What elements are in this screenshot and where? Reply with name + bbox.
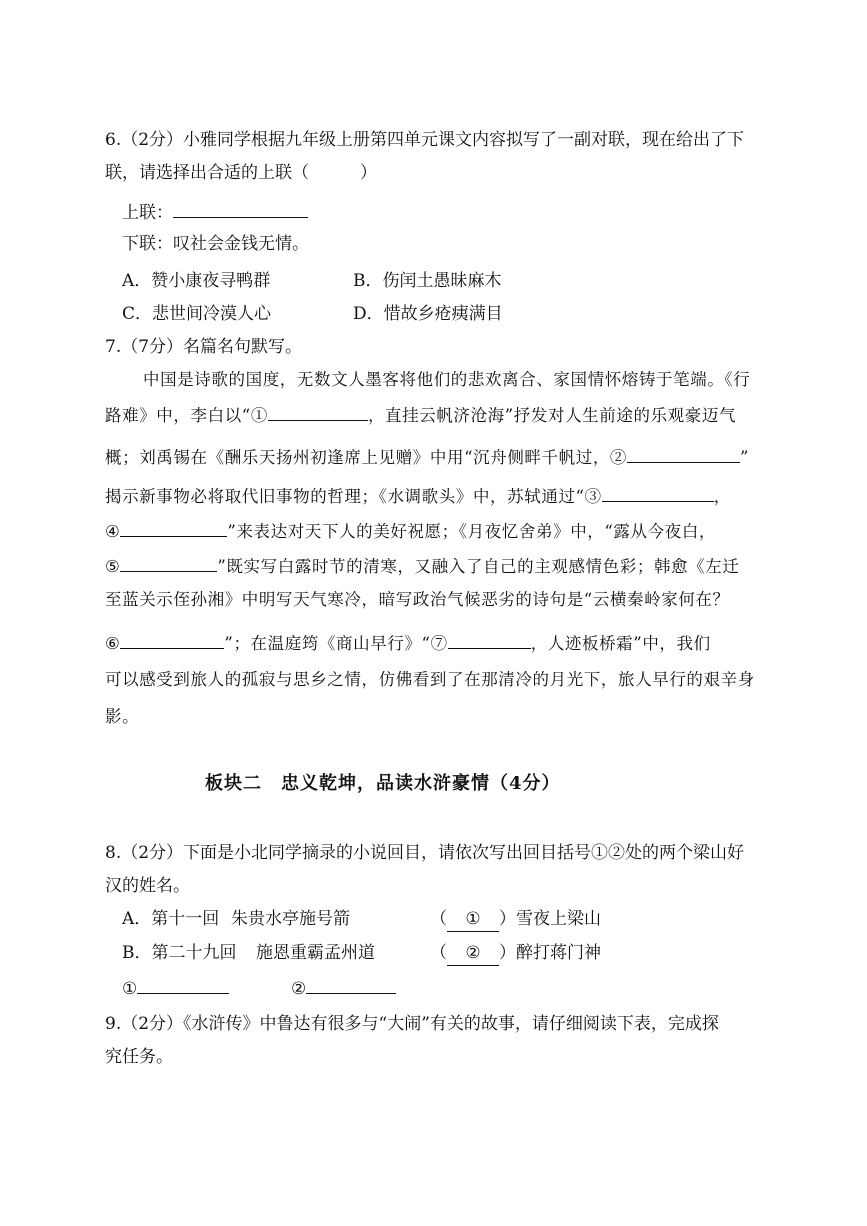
answer-1-blank[interactable] (137, 975, 229, 994)
q8-option-a-title: 朱贵水亭施号箭 (231, 909, 350, 929)
answer-1-label: ① (122, 979, 138, 999)
text: ， (713, 487, 731, 506)
q7-para-line-3 (105, 444, 749, 470)
q6-option-c[interactable]: C．悲世间冷漠人心 (122, 304, 272, 324)
text: 雪夜上梁山 (516, 909, 601, 929)
chapter-num: B．第二十九回 (122, 943, 237, 963)
chapter-num: A．第十一回 (122, 909, 220, 929)
blank-7[interactable] (448, 630, 531, 649)
blank-2[interactable] (627, 444, 740, 463)
q7-para-line-2 (105, 402, 736, 428)
blank-4[interactable] (120, 518, 227, 537)
q6-option-a[interactable]: A．赞小康夜寻鸭群 (122, 271, 271, 291)
blank-5[interactable] (120, 553, 217, 572)
text: ” (740, 448, 750, 467)
hero-blank-2[interactable]: ② (447, 941, 499, 966)
answer-2-label: ② (291, 979, 307, 999)
q8-option-b-blank[interactable]: （ ② ）醉打蒋门神 (430, 941, 601, 966)
q8-option-b-title: 施恩重霸孟州道 (256, 943, 375, 963)
text: ④ (105, 522, 121, 541)
q8-option-b (122, 941, 237, 965)
q8-option-a (122, 907, 219, 931)
blank-3[interactable] (602, 483, 714, 502)
text: 醉打蒋门神 (516, 943, 601, 963)
q6-option-b[interactable]: B．伤闰土愚昧麻木 (353, 271, 502, 291)
q7-para-line-4 (105, 483, 731, 509)
text: 概；刘禹锡在《酬乐天扬州初逢席上见赠》中用“沉舟侧畔千帆过，② (105, 448, 628, 467)
q7-para-line-7: 至蓝关示侄孙湘》中明写天气寒冷，暗写政治气候恶劣的诗句是“云横秦岭家何在？ (105, 590, 730, 609)
text: ⑤ (105, 557, 121, 576)
text: 路难》中，李白以“① (105, 406, 268, 425)
text: ⑥ (105, 634, 121, 653)
q8-line-1: 8.（2分）下面是小北同学摘录的小说回目，请依次写出回目括号①②处的两个梁山好 (105, 843, 745, 863)
q6-line-1: 6.（2分）小雅同学根据九年级上册第四单元课文内容拟写了一副对联，现在给出了下 (105, 130, 745, 150)
text: ”；在温庭筠《商山早行》“⑦ (224, 634, 448, 653)
q6-option-d[interactable]: D．惜故乡疮痍满目 (353, 304, 503, 324)
q8-line-2: 汉的姓名。 (105, 876, 190, 896)
q8-answer-1 (122, 975, 229, 1001)
section-2-title: 板块二 忠义乾坤，品读水浒豪情（4分） (205, 773, 561, 794)
blank-1[interactable] (268, 402, 368, 421)
q6-shanglian (122, 199, 308, 225)
q7-para-line-9: 可以感受到旅人的孤寂与思乡之情，仿佛看到了在那清冷的月光下，旅人早行的艰辛身 (105, 670, 755, 689)
q7-para-line-5 (105, 518, 716, 544)
q7-para-line-10: 影。 (105, 707, 140, 726)
q9-line-1: 9.（2分）《水浒传》中鲁达有很多与“大闹”有关的故事，请仔细阅读下表，完成探 (105, 1014, 719, 1034)
text: 揭示新事物必将取代旧事物的哲理；《水调歌头》中，苏轼通过“③ (105, 487, 602, 506)
hero-blank-1[interactable]: ① (447, 907, 499, 932)
q6-xialian: 下联：叹社会金钱无情。 (122, 234, 309, 254)
text: ”来表达对天下人的美好祝愿；《月夜忆舍弟》中，“露从今夜白， (227, 522, 717, 541)
blank-6[interactable] (120, 630, 224, 649)
q8-answer-2 (291, 975, 396, 1001)
text: ，人迹板桥霜”中，我们 (530, 634, 711, 653)
q7-para-line-6 (105, 553, 739, 579)
q9-line-2: 究任务。 (105, 1047, 173, 1067)
q7-para-line-8 (105, 630, 711, 656)
q7-para-line-1: 中国是诗歌的国度，无数文人墨客将他们的悲欢离合、家国情怀熔铸于笔端。《行 (143, 370, 751, 389)
shanglian-answer-blank[interactable] (173, 199, 308, 218)
q8-option-a-blank[interactable]: （ ① ）雪夜上梁山 (430, 907, 601, 932)
shanglian-label: 上联： (122, 203, 173, 223)
text: ”既实写白露时节的清寒，又融入了自己的主观感情色彩；韩愈《左迁 (217, 557, 740, 576)
q7-title: 7.（7分）名篇名句默写。 (105, 337, 303, 357)
q6-line-2: 联，请选择出合适的上联（ ） (105, 163, 377, 183)
text: ，直挂云帆济沧海”抒发对人生前途的乐观豪迈气 (367, 406, 737, 425)
answer-2-blank[interactable] (306, 975, 396, 994)
